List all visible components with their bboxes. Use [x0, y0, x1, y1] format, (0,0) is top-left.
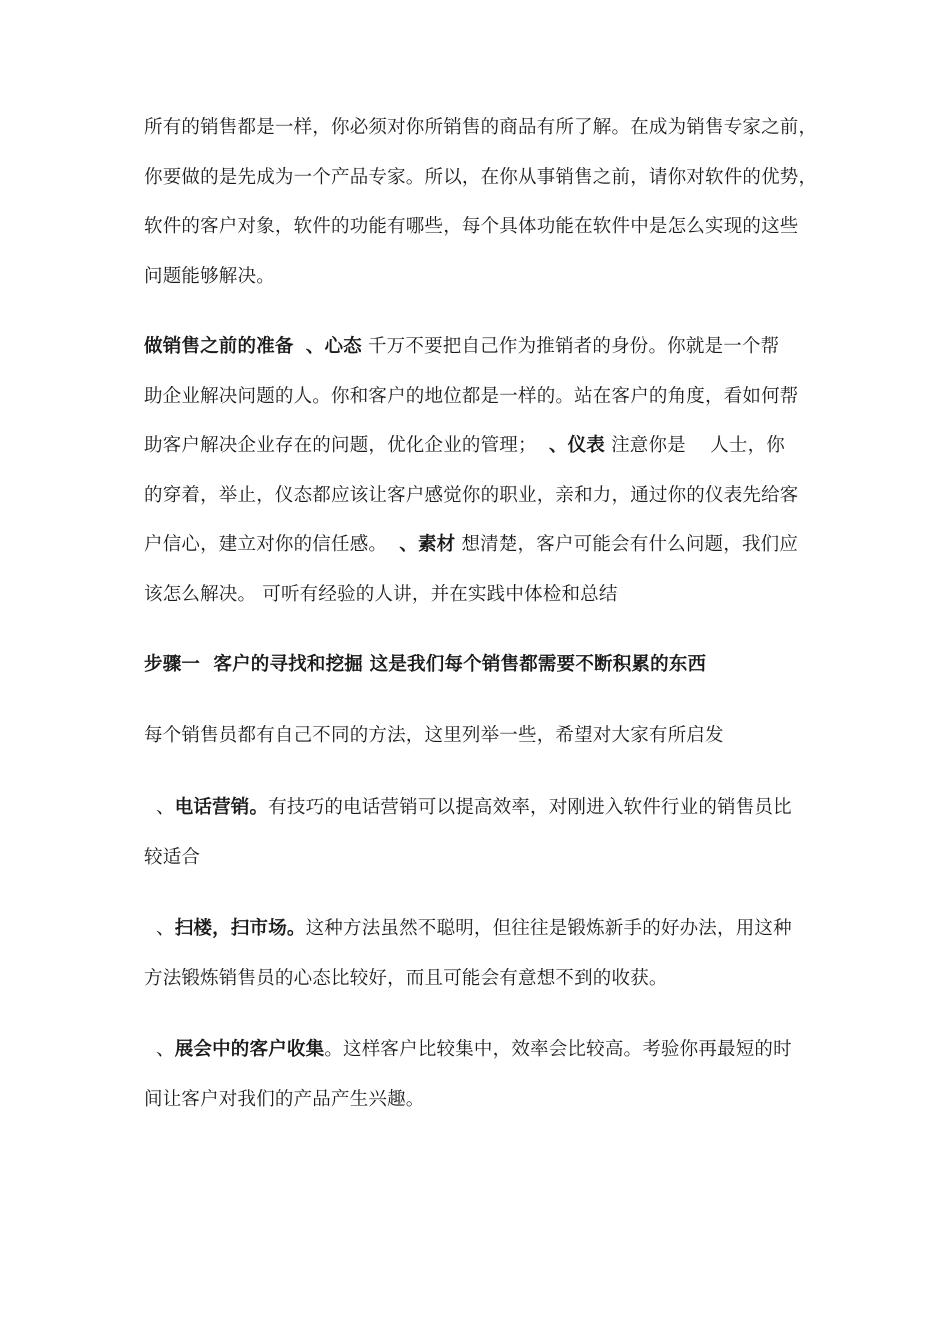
- subheading-appearance: 、仪表: [548, 435, 605, 456]
- paragraph-methods-intro: [144, 711, 824, 761]
- text-line: 问题能够解决。: [144, 265, 275, 287]
- list-item: [144, 904, 824, 1003]
- text-line: 方法锻炼销售员的心态比较好，而且可能会有意想不到的收获。: [144, 967, 668, 989]
- text-line: 软件的客户对象，软件的功能有哪些，每个具体功能在软件中是怎么实现的这些: [144, 216, 799, 237]
- item-title: 扫楼，扫市场。: [174, 918, 306, 939]
- list-item: [144, 783, 824, 882]
- text-line: 所有的销售都是一样，你必须对你所销售的商品有所了解。在成为销售专家之前，: [144, 117, 818, 138]
- text-line: 户信心，建立对你的信任感。 、素材 想清楚，客户可能会有什么问题，我们应: [144, 534, 799, 555]
- text-line: 、展会中的客户收集。这样客户比较集中，效率会比较高。考验你再最短的时: [156, 1039, 792, 1060]
- text-line: 助客户解决企业存在的问题，优化企业的管理； 、仪表 注意你是 人士，你: [144, 435, 785, 456]
- text-line: 、电话营销。有技巧的电话营销可以提高效率，对刚进入软件行业的销售员比: [156, 797, 792, 818]
- text-line: 步骤一 客户的寻找和挖掘 这是我们每个销售都需要不断积累的东西: [144, 654, 707, 675]
- list-item: [144, 1025, 824, 1124]
- text-line: 做销售之前的准备 、心态 千万不要把自己作为推销者的身份。你就是一个帮: [144, 336, 780, 357]
- step-heading: [144, 640, 824, 690]
- item-title: 展会中的客户收集: [174, 1039, 325, 1060]
- paragraph-preparation: [144, 322, 824, 619]
- subheading-material: 、素材: [399, 534, 456, 555]
- paragraph-intro: [144, 103, 824, 301]
- item-title: 电话营销。: [174, 797, 269, 818]
- text-line: 每个销售员都有自己不同的方法，这里列举一些，希望对大家有所启发: [144, 725, 724, 746]
- heading-preparation: 做销售之前的准备: [144, 336, 294, 357]
- text-line: 该怎么解决。 可听有经验的人讲，并在实践中体检和总结: [144, 583, 618, 605]
- text-line: 的穿着，举止，仪态都应该让客户感觉你的职业，亲和力，通过你的仪表先给客: [144, 484, 799, 506]
- text-line: 助企业解决问题的人。你和客户的地位都是一样的。站在客户的角度，看如何帮: [144, 385, 799, 407]
- text-line: 你要做的是先成为一个产品专家。所以，在你从事销售之前，请你对软件的优势，: [144, 166, 818, 188]
- text-line: 较适合: [144, 846, 201, 868]
- text-line: 、扫楼，扫市场。这种方法虽然不聪明，但往往是锻炼新手的好办法，用这种: [156, 918, 792, 939]
- subheading-mindset: 、心态: [305, 336, 362, 357]
- text-line: 间让客户对我们的产品产生兴趣。: [144, 1088, 425, 1110]
